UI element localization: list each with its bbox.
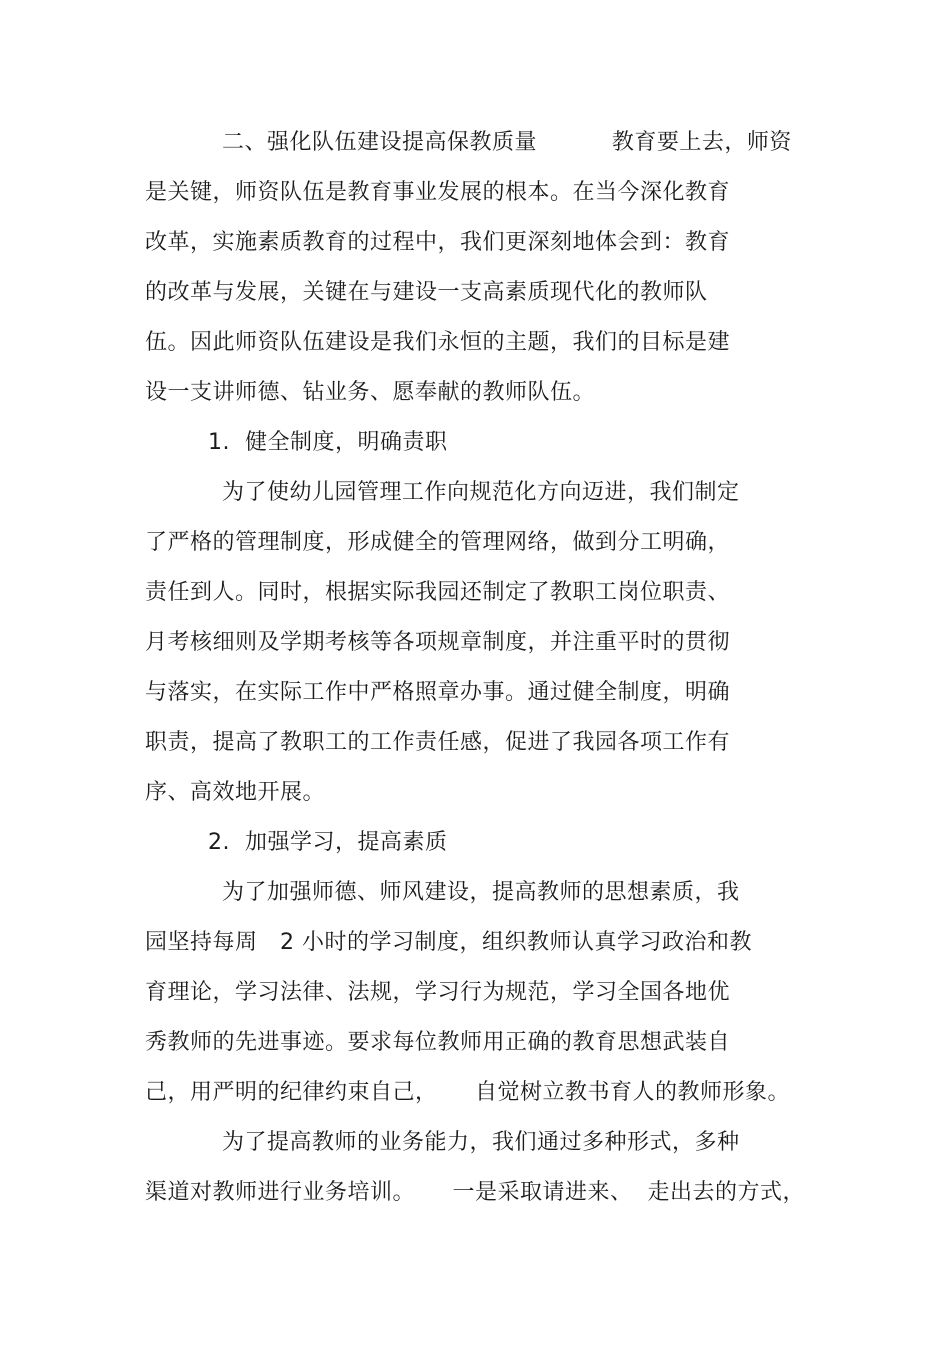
text-line: 了严格的管理制度，形成健全的管理网络，做到分工明确， (145, 530, 731, 555)
text-line: 伍。因此师资队伍建设是我们永恒的主题，我们的目标是建 (145, 330, 731, 355)
section-heading: 1. 健全制度，明确责职 (208, 430, 448, 455)
text-line: 己，用严明的纪律约束自己， 自觉树立教书育人的教师形象。 (145, 1080, 790, 1105)
text-line: 二、强化队伍建设提高保教质量 教育要上去，师资 (222, 130, 792, 155)
text-line: 职责，提高了教职工的工作责任感，促进了我园各项工作有 (145, 730, 731, 755)
text-line: 为了使幼儿园管理工作向规范化方向迈进，我们制定 (222, 480, 740, 505)
text-line: 为了加强师德、师风建设，提高教师的思想素质，我 (222, 880, 740, 905)
section-heading: 2. 加强学习，提高素质 (208, 830, 448, 855)
text-line: 月考核细则及学期考核等各项规章制度，并注重平时的贯彻 (145, 630, 731, 655)
text-line: 责任到人。同时，根据实际我园还制定了教职工岗位职责、 (145, 580, 731, 605)
text-line: 渠道对教师进行业务培训。 一是采取请进来、 走出去的方式， (145, 1180, 805, 1205)
text-line: 是关键，师资队伍是教育事业发展的根本。在当今深化教育 (145, 180, 731, 205)
text-line: 园坚持每周 2 小时的学习制度，组织教师认真学习政治和教 (145, 930, 752, 955)
text-line: 与落实，在实际工作中严格照章办事。通过健全制度，明确 (145, 680, 731, 705)
text-line: 为了提高教师的业务能力，我们通过多种形式，多种 (222, 1130, 740, 1155)
text-line: 设一支讲师德、钻业务、愿奉献的教师队伍。 (145, 380, 596, 405)
text-line: 育理论，学习法律、法规，学习行为规范，学习全国各地优 (145, 980, 731, 1005)
text-line: 改革，实施素质教育的过程中，我们更深刻地体会到：教育 (145, 230, 731, 255)
text-line: 秀教师的先进事迹。要求每位教师用正确的教育思想武装自 (145, 1030, 731, 1055)
text-line: 的改革与发展，关键在与建设一支高素质现代化的教师队 (145, 280, 708, 305)
text-line: 序、高效地开展。 (145, 780, 326, 805)
